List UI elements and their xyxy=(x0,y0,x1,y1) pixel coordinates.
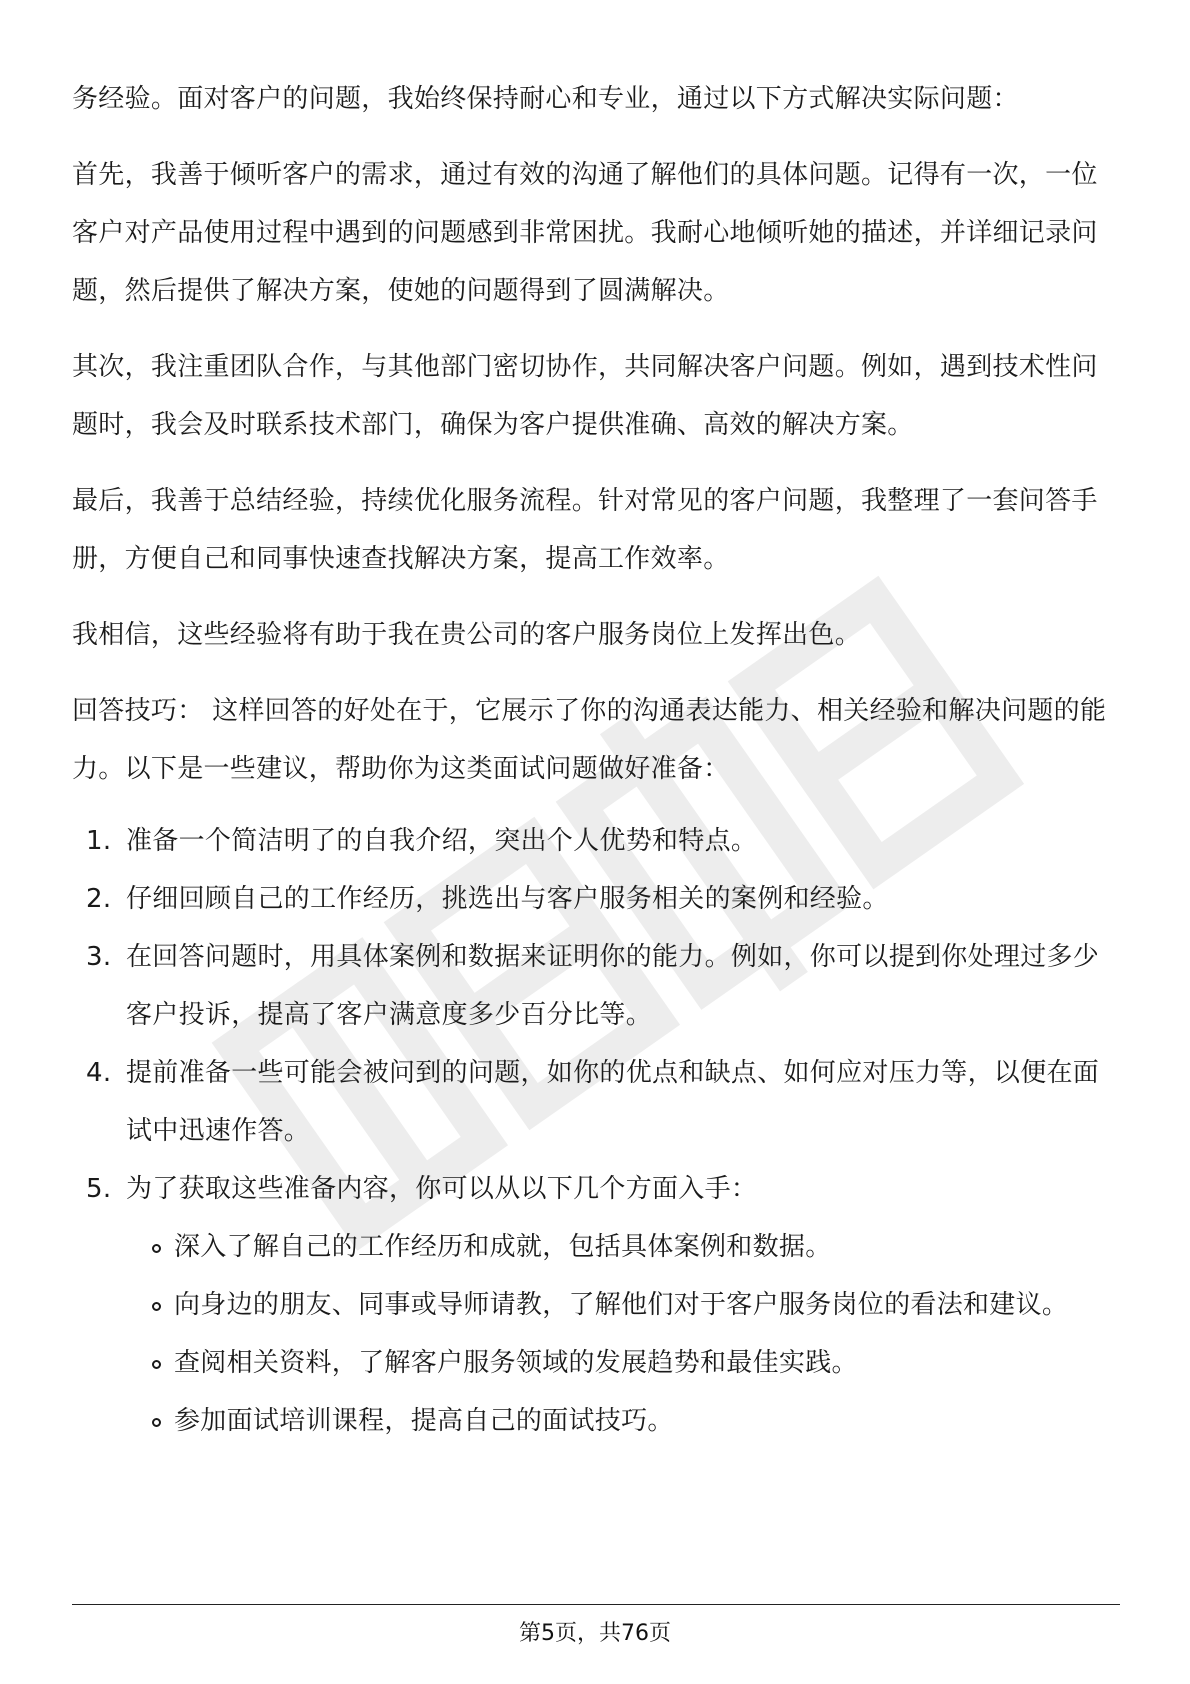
list-number: 1. xyxy=(86,826,112,856)
list-item-text: 准备一个简洁明了的自我介绍，突出个人优势和特点。 xyxy=(126,826,758,856)
page-number: 第5页，共76页 xyxy=(519,1621,671,1646)
list-item-text: 在回答问题时，用具体案例和数据来证明你的能力。例如，你可以提到你处理过多少客户投诉，提高了客户满意度多少百分比等。 xyxy=(126,942,1100,1030)
list-number: 4. xyxy=(86,1058,112,1088)
sub-list-item xyxy=(126,1218,1120,1276)
paragraph-conclusion: 我相信，这些经验将有助于我在贵公司的客户服务岗位上发挥出色。 xyxy=(72,620,862,650)
circle-bullet-icon xyxy=(152,1418,161,1427)
sub-list-item-text: 参加面试培训课程，提高自己的面试技巧。 xyxy=(174,1406,674,1436)
list-item xyxy=(72,928,1120,1044)
paragraph-summary: 最后，我善于总结经验，持续优化服务流程。针对常见的客户问题，我整理了一套问答手册，方便自己和同事快速查找解决方案，提高工作效率。 xyxy=(72,486,1098,574)
sub-list-item-text: 向身边的朋友、同事或导师请教，了解他们对于客户服务岗位的看法和建议。 xyxy=(174,1290,1069,1320)
list-item-text: 提前准备一些可能会被问到的问题，如你的优点和缺点、如何应对压力等，以便在面试中迅速作答。 xyxy=(126,1058,1100,1146)
paragraph-teamwork: 其次，我注重团队合作，与其他部门密切协作，共同解决客户问题。例如，遇到技术性问题时，我会及时联系技术部门，确保为客户提供准确、高效的解决方案。 xyxy=(72,352,1098,440)
circle-bullet-icon xyxy=(152,1244,161,1253)
sub-list-item xyxy=(126,1392,1120,1450)
circle-bullet-icon xyxy=(152,1302,161,1311)
main-content xyxy=(72,70,1120,1450)
paragraph-answer-tips: 回答技巧： 这样回答的好处在于，它展示了你的沟通表达能力、相关经验和解决问题的能力。以下是一些建议，帮助你为这类面试问题做好准备： xyxy=(72,696,1107,784)
paragraph-intro-continued: 务经验。面对客户的问题，我始终保持耐心和专业，通过以下方式解决实际问题： xyxy=(72,84,1019,114)
list-item xyxy=(72,812,1120,870)
paragraph-listening: 首先，我善于倾听客户的需求，通过有效的沟通了解他们的具体问题。记得有一次，一位客户对产品使用过程中遇到的问题感到非常困扰。我耐心地倾听她的描述，并详细记录问题，然后提供了解决方案，使她的问题得到了圆满解决。 xyxy=(72,160,1098,306)
tips-ordered-list xyxy=(72,812,1120,1450)
sub-list-item-text: 深入了解自己的工作经历和成就，包括具体案例和数据。 xyxy=(174,1232,832,1262)
list-number: 5. xyxy=(86,1174,112,1204)
sub-list-item xyxy=(126,1276,1120,1334)
preparation-sub-list xyxy=(126,1218,1120,1450)
sub-list-item-text: 查阅相关资料，了解客户服务领域的发展趋势和最佳实践。 xyxy=(174,1348,858,1378)
footer-divider xyxy=(72,1604,1120,1605)
list-number: 2. xyxy=(86,884,112,914)
list-item xyxy=(72,870,1120,928)
list-item xyxy=(72,1044,1120,1160)
list-item-text: 仔细回顾自己的工作经历，挑选出与客户服务相关的案例和经验。 xyxy=(126,884,889,914)
list-item-text: 为了获取这些准备内容，你可以从以下几个方面入手： xyxy=(126,1174,758,1204)
list-item xyxy=(72,1160,1120,1450)
circle-bullet-icon xyxy=(152,1360,161,1369)
list-number: 3. xyxy=(86,942,112,972)
sub-list-item xyxy=(126,1334,1120,1392)
